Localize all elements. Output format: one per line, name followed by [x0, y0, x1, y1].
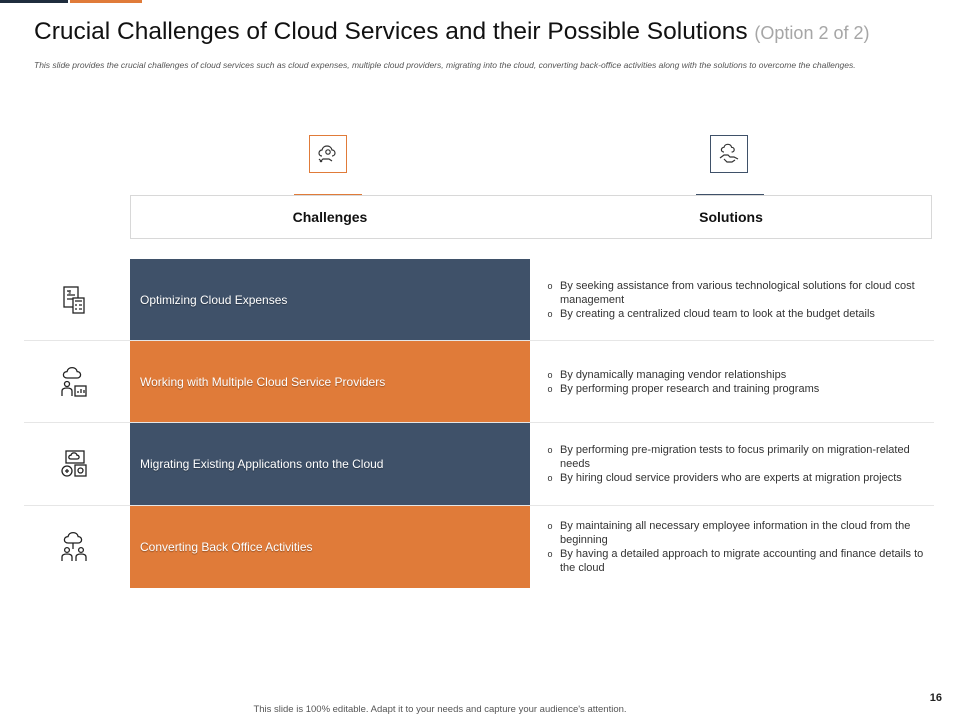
- solution-item: [540, 307, 934, 321]
- solution-item: [540, 443, 934, 471]
- solution-item: [540, 382, 934, 396]
- solution-item: [540, 368, 934, 382]
- bullet-icon: o: [547, 309, 553, 319]
- solutions-cell: [540, 423, 934, 505]
- cloud-gear-hand-icon: [316, 142, 340, 166]
- bullet-icon: o: [547, 370, 553, 380]
- solutions-header-label: Solutions: [699, 209, 763, 225]
- row-icon: [34, 423, 114, 505]
- bullet-icon: o: [547, 549, 553, 559]
- solution-text: By seeking assistance from various technological solutions for cloud cost management: [560, 280, 915, 306]
- row-icon: [34, 341, 114, 423]
- bullet-icon: o: [547, 473, 553, 483]
- solution-item: [540, 519, 934, 547]
- bullet-icon: o: [547, 384, 553, 394]
- bullet-icon: o: [547, 445, 553, 455]
- footer-text: This slide is 100% editable. Adapt it to your needs and capture your audience's attention.: [253, 704, 627, 715]
- challenge-row: [24, 259, 934, 341]
- challenge-row: [24, 506, 934, 588]
- slide-description: This slide provides the crucial challenges of cloud services such as cloud expenses, multiple cloud providers, migrating into the cloud, converting back-office activities along with the solutions to overcome the challenges.: [34, 60, 856, 70]
- challenge-row: [24, 423, 934, 505]
- slide-footer: [0, 704, 960, 715]
- row-icon: [34, 506, 114, 588]
- solution-text: By creating a centralized cloud team to look at the budget details: [560, 308, 875, 320]
- cloud-team-icon: [58, 531, 90, 563]
- challenge-cell: Migrating Existing Applications onto the Cloud: [130, 423, 530, 505]
- svg-text:$: $: [68, 290, 72, 296]
- challenge-row: [24, 341, 934, 423]
- solution-text: By performing proper research and training programs: [560, 383, 820, 395]
- cloud-people-chart-icon: [58, 366, 90, 398]
- solution-text: By hiring cloud service providers who are experts at migration projects: [560, 472, 902, 484]
- page-number: 16: [929, 692, 942, 704]
- solution-item: [540, 471, 934, 485]
- slide-title-main: Crucial Challenges of Cloud Services and their Possible Solutions: [34, 18, 748, 45]
- solutions-header-icon: [710, 135, 748, 173]
- row-icon: [34, 259, 114, 341]
- top-accent-dark: [0, 0, 68, 3]
- top-accent-orange: [70, 0, 142, 3]
- handshake-cloud-icon: [717, 142, 741, 166]
- solutions-cell: [540, 259, 934, 341]
- solution-text: By dynamically managing vendor relationships: [560, 369, 787, 381]
- solution-text: By maintaining all necessary employee information in the cloud from the beginning: [560, 520, 911, 546]
- challenge-cell: Converting Back Office Activities: [130, 506, 530, 588]
- solutions-cell: [540, 506, 934, 588]
- bullet-icon: o: [547, 521, 553, 531]
- bullet-icon: o: [547, 281, 553, 291]
- slide-title: [34, 18, 869, 46]
- challenge-cell: Optimizing Cloud Expenses: [130, 259, 530, 341]
- cloud-migration-icon: [58, 448, 90, 480]
- slide-title-suffix: (Option 2 of 2): [754, 23, 870, 43]
- challenges-header-icon: [309, 135, 347, 173]
- solutions-cell: [540, 341, 934, 423]
- challenges-header-label: Challenges: [292, 209, 368, 225]
- solution-item: [540, 547, 934, 575]
- solution-text: By performing pre-migration tests to focus primarily on migration-related needs: [560, 444, 910, 470]
- solution-item: [540, 279, 934, 307]
- challenge-cell: Working with Multiple Cloud Service Providers: [130, 341, 530, 423]
- solution-text: By having a detailed approach to migrate accounting and finance details to the cloud: [560, 548, 924, 574]
- invoice-calculator-icon: [60, 285, 88, 315]
